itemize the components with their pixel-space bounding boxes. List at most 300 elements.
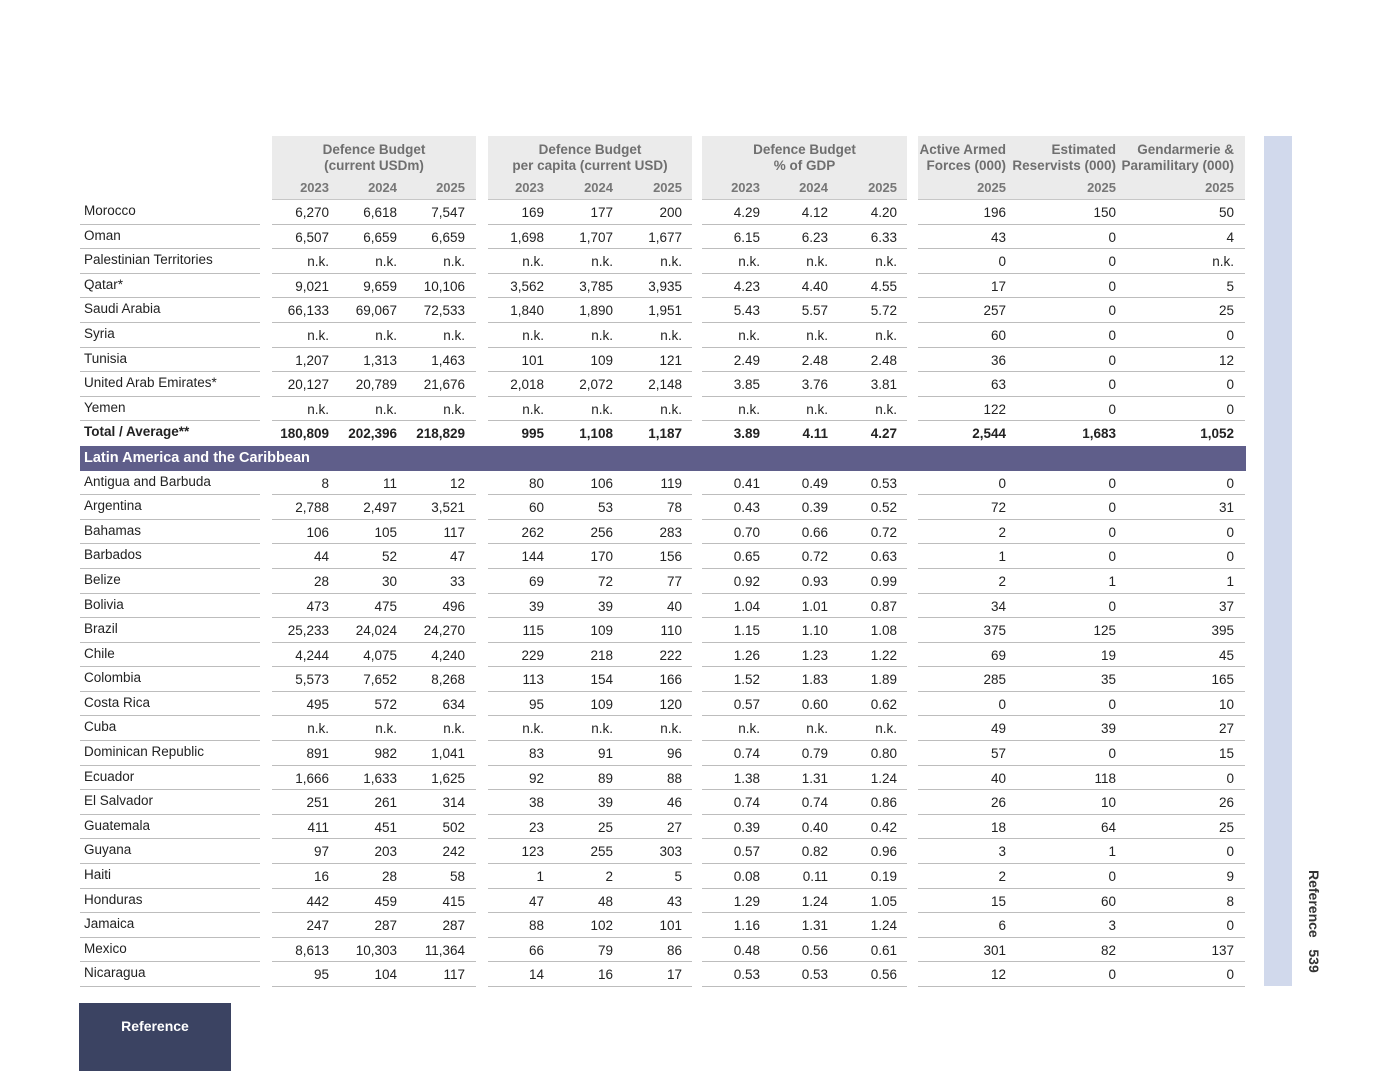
table-cell: 53 — [597, 500, 613, 516]
table-cell: 0.48 — [733, 942, 760, 958]
table-cell: 0.65 — [733, 549, 760, 565]
table-cell: 375 — [983, 623, 1006, 639]
table-cell: 0 — [1108, 869, 1116, 885]
header-subtitle-line: (current USDm) — [324, 158, 424, 173]
table-cell: 154 — [590, 672, 613, 688]
table-cell: 88 — [528, 918, 544, 934]
table-cell: 15 — [990, 893, 1006, 909]
table-header — [80, 136, 1246, 200]
table-cell: 17 — [990, 278, 1006, 294]
table-cell: n.k. — [307, 721, 329, 737]
table-cell: 72 — [990, 500, 1006, 516]
table-cell: 24,024 — [355, 623, 397, 639]
table-row — [80, 200, 1246, 225]
table-cell: 0.08 — [733, 869, 760, 885]
table-cell: n.k. — [875, 254, 897, 270]
header-year: 2023 — [300, 180, 329, 195]
table-row — [80, 298, 1246, 323]
table-cell: 1 — [536, 869, 544, 885]
table-cell: 43 — [990, 229, 1006, 245]
table-cell: 2,544 — [972, 426, 1006, 442]
table-cell: 0.72 — [801, 549, 828, 565]
table-cell: 0 — [1226, 401, 1234, 417]
table-cell: 6,618 — [363, 205, 397, 220]
table-row — [80, 544, 1246, 569]
table-cell: 395 — [1211, 623, 1234, 639]
table-cell: 10 — [1218, 696, 1234, 712]
header-year: 2024 — [368, 180, 397, 195]
table-cell: 0 — [1226, 524, 1234, 540]
table-cell: 4.20 — [870, 205, 897, 220]
header-group-title — [488, 142, 692, 174]
table-cell: n.k. — [738, 327, 760, 343]
country-name: Brazil — [84, 621, 118, 637]
table-cell: 88 — [666, 770, 682, 786]
header-title-line: Defence Budget — [753, 142, 856, 157]
table-cell: 57 — [990, 746, 1006, 762]
table-cell: 144 — [521, 549, 544, 565]
page-side-label — [1306, 870, 1348, 990]
table-cell: n.k. — [307, 254, 329, 270]
table-cell: 33 — [449, 573, 465, 589]
table-cell: 242 — [442, 844, 465, 860]
table-cell: 0.96 — [870, 844, 897, 860]
table-cell: 0.39 — [801, 500, 828, 516]
table-row — [80, 618, 1246, 643]
table-cell: 60 — [1100, 893, 1116, 909]
table-cell: 2,148 — [648, 377, 682, 393]
table-cell: 0.74 — [801, 795, 828, 811]
table-cell: n.k. — [875, 327, 897, 343]
row-divider — [702, 986, 907, 987]
table-cell: 0 — [1108, 401, 1116, 417]
table-row — [80, 348, 1246, 373]
table-cell: n.k. — [660, 327, 682, 343]
table-cell: 44 — [313, 549, 329, 565]
table-cell: 4.27 — [870, 426, 897, 442]
table-cell: 891 — [306, 746, 329, 762]
table-cell: 3 — [1108, 918, 1116, 934]
table-row — [80, 249, 1246, 274]
table-cell: 10,303 — [355, 942, 397, 958]
table-cell: 0.11 — [802, 869, 828, 885]
table-cell: 156 — [659, 549, 682, 565]
table-cell: 117 — [443, 524, 465, 540]
table-cell: 26 — [1218, 795, 1234, 811]
table-cell: 1.31 — [801, 918, 828, 934]
header-year: 2024 — [584, 180, 613, 195]
table-cell: n.k. — [806, 254, 828, 270]
table-cell: 165 — [1211, 672, 1234, 688]
header-year: 2025 — [1205, 180, 1234, 195]
table-cell: 0.19 — [870, 869, 897, 885]
table-cell: 229 — [521, 647, 544, 663]
table-cell: 40 — [990, 770, 1006, 786]
table-cell: n.k. — [660, 401, 682, 417]
table-cell: 0.62 — [870, 696, 897, 712]
table-cell: 66,133 — [287, 303, 329, 319]
table-cell: n.k. — [875, 721, 897, 737]
table-cell: 301 — [983, 942, 1006, 958]
table-cell: 1,313 — [363, 352, 397, 368]
table-row — [80, 372, 1246, 397]
table-cell: 24,270 — [423, 623, 465, 639]
table-cell: 0.41 — [733, 475, 760, 491]
table-cell: 995 — [521, 426, 544, 442]
country-name: Oman — [84, 227, 121, 243]
table-row — [80, 962, 1246, 987]
header-title-line: Defence Budget — [322, 142, 426, 157]
table-cell: 92 — [528, 770, 544, 786]
table-cell: 50 — [1218, 205, 1234, 220]
table-cell: 0 — [1108, 967, 1116, 983]
table-cell: 6,270 — [295, 205, 329, 220]
table-cell: 0.57 — [733, 844, 760, 860]
table-cell: 123 — [521, 844, 544, 860]
table-cell: 80 — [528, 475, 544, 491]
table-cell: 72,533 — [423, 303, 465, 319]
table-cell: 12 — [1218, 352, 1234, 368]
table-cell: 257 — [983, 303, 1006, 319]
table-cell: 69 — [990, 647, 1006, 663]
table-cell: 52 — [381, 549, 397, 565]
table-row — [80, 815, 1246, 840]
table-cell: 0 — [1226, 844, 1234, 860]
country-name: El Salvador — [84, 793, 154, 809]
table-cell: 3 — [998, 844, 1006, 860]
table-cell: 102 — [590, 918, 613, 934]
header-title-line: Active Armed — [919, 142, 1006, 157]
table-cell: 473 — [306, 598, 329, 614]
table-cell: 1.08 — [870, 623, 897, 639]
table-cell: n.k. — [738, 254, 760, 270]
table-cell: 63 — [990, 377, 1006, 393]
table-cell: 118 — [1094, 770, 1116, 786]
table-cell: 16 — [597, 967, 613, 983]
table-cell: 6 — [998, 918, 1006, 934]
table-cell: 0.63 — [870, 549, 897, 565]
table-cell: 442 — [306, 893, 329, 909]
header-year: 2025 — [653, 180, 682, 195]
table-cell: n.k. — [375, 721, 397, 737]
table-cell: 2,018 — [510, 377, 544, 393]
side-color-bar — [1264, 136, 1292, 986]
table-cell: 0.53 — [870, 475, 897, 491]
table-cell: 66 — [528, 942, 544, 958]
table-cell: 2,788 — [295, 500, 329, 516]
table-cell: 106 — [590, 475, 613, 491]
table-cell: 77 — [666, 573, 682, 589]
table-cell: 6.33 — [870, 229, 897, 245]
region-header: Latin America and the Caribbean — [80, 446, 1246, 471]
table-cell: 82 — [1100, 942, 1116, 958]
table-cell: 2.48 — [870, 352, 897, 368]
table-cell: 105 — [374, 524, 397, 540]
country-name: Dominican Republic — [84, 744, 205, 760]
table-cell: 1.24 — [870, 918, 897, 934]
header-year: 2025 — [977, 180, 1006, 195]
table-row — [80, 716, 1246, 741]
table-cell: 64 — [1100, 819, 1116, 835]
table-cell: 415 — [442, 893, 465, 909]
table-cell: 2,072 — [579, 377, 613, 393]
table-cell: 83 — [528, 746, 544, 762]
header-subtitle-line: per capita (current USD) — [512, 158, 668, 173]
table-cell: 49 — [990, 721, 1006, 737]
total-row — [80, 421, 1246, 446]
table-cell: 38 — [528, 795, 544, 811]
table-cell: 1,041 — [431, 746, 465, 762]
country-name: Yemen — [84, 399, 126, 415]
header-year: 2024 — [799, 180, 828, 195]
table-cell: 0 — [1108, 377, 1116, 393]
table-cell: n.k. — [522, 327, 544, 343]
table-cell: 475 — [374, 598, 397, 614]
table-cell: 20,789 — [355, 377, 397, 393]
table-cell: 45 — [1218, 647, 1234, 663]
country-name: Qatar* — [84, 276, 124, 292]
table-cell: 39 — [597, 795, 613, 811]
table-cell: 4.23 — [733, 278, 760, 294]
country-name: Guatemala — [84, 817, 151, 833]
table-cell: 0 — [1108, 352, 1116, 368]
table-cell: 14 — [528, 967, 544, 983]
country-name: Colombia — [84, 670, 142, 686]
table-cell: 34 — [990, 598, 1006, 614]
table-cell: 39 — [597, 598, 613, 614]
table-cell: 222 — [659, 647, 682, 663]
table-cell: n.k. — [443, 721, 465, 737]
table-cell: 251 — [306, 795, 329, 811]
table-cell: 0.74 — [733, 795, 760, 811]
table-cell: 0 — [1226, 549, 1234, 565]
table-cell: 0 — [1226, 918, 1234, 934]
table-cell: 1.15 — [733, 623, 760, 639]
table-cell: 0.72 — [870, 524, 897, 540]
table-cell: n.k. — [806, 401, 828, 417]
table-cell: 6.15 — [733, 229, 760, 245]
table-row — [80, 495, 1246, 520]
reference-tab[interactable]: Reference — [79, 1003, 231, 1071]
table-cell: 166 — [659, 672, 682, 688]
table-cell: 8,613 — [295, 942, 329, 958]
table-cell: 0 — [998, 254, 1006, 270]
table-cell: 2 — [998, 524, 1006, 540]
table-cell: 48 — [597, 893, 613, 909]
table-cell: 256 — [590, 524, 613, 540]
table-cell: 72 — [597, 573, 613, 589]
table-cell: 287 — [374, 918, 397, 934]
table-row — [80, 594, 1246, 619]
table-cell: 0.79 — [801, 746, 828, 762]
table-cell: 1,698 — [510, 229, 544, 245]
country-name: Argentina — [84, 498, 142, 514]
table-cell: n.k. — [443, 401, 465, 417]
table-cell: 4,244 — [295, 647, 329, 663]
table-row — [80, 569, 1246, 594]
table-cell: 0 — [1108, 696, 1116, 712]
table-cell: 0.53 — [801, 967, 828, 983]
table-cell: 3,521 — [431, 500, 465, 516]
header-year: 2025 — [436, 180, 465, 195]
table-cell: 5.72 — [870, 303, 897, 319]
table-cell: 0 — [1108, 278, 1116, 294]
table-cell: n.k. — [522, 721, 544, 737]
header-subtitle-line: % of GDP — [773, 158, 836, 173]
table-cell: 1,052 — [1200, 426, 1234, 442]
table-cell: 3.81 — [870, 377, 897, 393]
table-cell: 104 — [374, 967, 397, 983]
table-cell: 28 — [381, 869, 397, 885]
table-cell: 115 — [522, 623, 544, 639]
table-cell: 137 — [1211, 942, 1234, 958]
table-cell: 1,187 — [648, 426, 682, 442]
table-cell: 0 — [1226, 967, 1234, 983]
table-cell: 1,683 — [1082, 426, 1116, 442]
table-cell: 1,707 — [579, 229, 613, 245]
table-cell: 2 — [998, 573, 1006, 589]
table-cell: 3,785 — [579, 278, 613, 294]
table-cell: 69 — [528, 573, 544, 589]
table-cell: 8 — [321, 475, 329, 491]
table-cell: 10,106 — [423, 278, 465, 294]
table-cell: 1,890 — [579, 303, 613, 319]
table-cell: 19 — [1100, 647, 1116, 663]
country-name: Chile — [84, 645, 115, 661]
table-cell: n.k. — [591, 327, 613, 343]
table-row — [80, 839, 1246, 864]
table-cell: 0 — [1226, 475, 1234, 491]
table-cell: 451 — [374, 819, 397, 835]
table-cell: 0.43 — [733, 500, 760, 516]
table-cell: 196 — [983, 205, 1006, 220]
table-cell: 1.31 — [801, 770, 828, 786]
table-cell: 5 — [674, 869, 682, 885]
table-cell: n.k. — [806, 721, 828, 737]
table-cell: 1.04 — [733, 598, 760, 614]
header-year: 2023 — [731, 180, 760, 195]
table-cell: 9,021 — [295, 278, 329, 294]
table-cell: 89 — [597, 770, 613, 786]
table-cell: 36 — [990, 352, 1006, 368]
country-name: Morocco — [84, 203, 136, 218]
country-name: United Arab Emirates* — [84, 375, 217, 391]
table-cell: 0 — [1226, 377, 1234, 393]
table-cell: 0.40 — [801, 819, 828, 835]
table-cell: 4.29 — [733, 205, 760, 220]
table-cell: 0 — [1108, 598, 1116, 614]
header-title-line: Defence Budget — [538, 142, 642, 157]
table-cell: 0.82 — [801, 844, 828, 860]
table-cell: 5 — [1226, 278, 1234, 294]
table-cell: 122 — [983, 401, 1006, 417]
table-cell: 5.57 — [801, 303, 828, 319]
table-row — [80, 397, 1246, 422]
table-cell: 97 — [313, 844, 329, 860]
table-cell: n.k. — [443, 254, 465, 270]
table-cell: n.k. — [738, 721, 760, 737]
row-divider — [80, 986, 260, 987]
table-cell: 255 — [590, 844, 613, 860]
table-cell: 1.89 — [870, 672, 897, 688]
country-name: Antigua and Barbuda — [84, 473, 211, 489]
table-cell: 3.76 — [801, 377, 828, 393]
table-cell: n.k. — [522, 401, 544, 417]
table-cell: n.k. — [443, 327, 465, 343]
table-cell: 1,463 — [431, 352, 465, 368]
table-cell: 0.57 — [733, 696, 760, 712]
table-cell: 982 — [374, 746, 397, 762]
country-name: Costa Rica — [84, 694, 151, 710]
table-cell: 1.52 — [733, 672, 760, 688]
table-cell: 411 — [307, 819, 329, 835]
table-cell: 86 — [666, 942, 682, 958]
header-title-line: Gendarmerie & — [1137, 142, 1234, 157]
table-cell: 3.85 — [733, 377, 760, 393]
table-cell: 30 — [381, 573, 397, 589]
table-cell: 25,233 — [287, 623, 329, 639]
table-row — [80, 913, 1246, 938]
table-cell: 58 — [449, 869, 465, 885]
table-cell: 4.12 — [801, 205, 828, 220]
header-year: 2023 — [515, 180, 544, 195]
table-cell: 4,240 — [431, 647, 465, 663]
table-cell: 150 — [1093, 205, 1116, 220]
table-cell: 35 — [1100, 672, 1116, 688]
table-cell: 1,840 — [510, 303, 544, 319]
table-cell: 28 — [313, 573, 329, 589]
table-cell: 0.99 — [870, 573, 897, 589]
table-cell: 0 — [998, 475, 1006, 491]
table-cell: 0 — [1226, 327, 1234, 343]
middle-east-rows — [80, 200, 1246, 446]
table-cell: 261 — [374, 795, 397, 811]
table-cell: 117 — [443, 967, 465, 983]
table-cell: 78 — [666, 500, 682, 516]
table-cell: 0 — [1108, 475, 1116, 491]
table-cell: 1.01 — [801, 598, 828, 614]
header-year: 2025 — [1087, 180, 1116, 195]
table-cell: 25 — [1218, 819, 1234, 835]
table-cell: 0.86 — [870, 795, 897, 811]
table-cell: n.k. — [307, 401, 329, 417]
table-cell: 2 — [998, 869, 1006, 885]
table-cell: 0.56 — [801, 942, 828, 958]
table-cell: n.k. — [806, 327, 828, 343]
table-cell: 6.23 — [801, 229, 828, 245]
table-cell: 27 — [666, 819, 682, 835]
table-row — [80, 643, 1246, 668]
table-cell: 0.56 — [870, 967, 897, 983]
table-cell: 91 — [597, 746, 613, 762]
table-cell: 4,075 — [363, 647, 397, 663]
country-name: Bahamas — [84, 522, 142, 538]
table-cell: 4.11 — [802, 426, 828, 442]
country-name: Ecuador — [84, 768, 135, 784]
country-name: Saudi Arabia — [84, 301, 161, 317]
table-row — [80, 323, 1246, 348]
table-cell: 4.40 — [801, 278, 828, 294]
table-cell: 37 — [1218, 598, 1234, 614]
table-cell: 39 — [1100, 721, 1116, 737]
table-cell: n.k. — [307, 327, 329, 343]
row-divider — [918, 986, 1245, 987]
table-cell: 1,625 — [431, 770, 465, 786]
country-name: Tunisia — [84, 350, 128, 366]
table-cell: 1,677 — [648, 229, 682, 245]
table-cell: 7,547 — [431, 205, 465, 220]
table-cell: 47 — [449, 549, 465, 565]
